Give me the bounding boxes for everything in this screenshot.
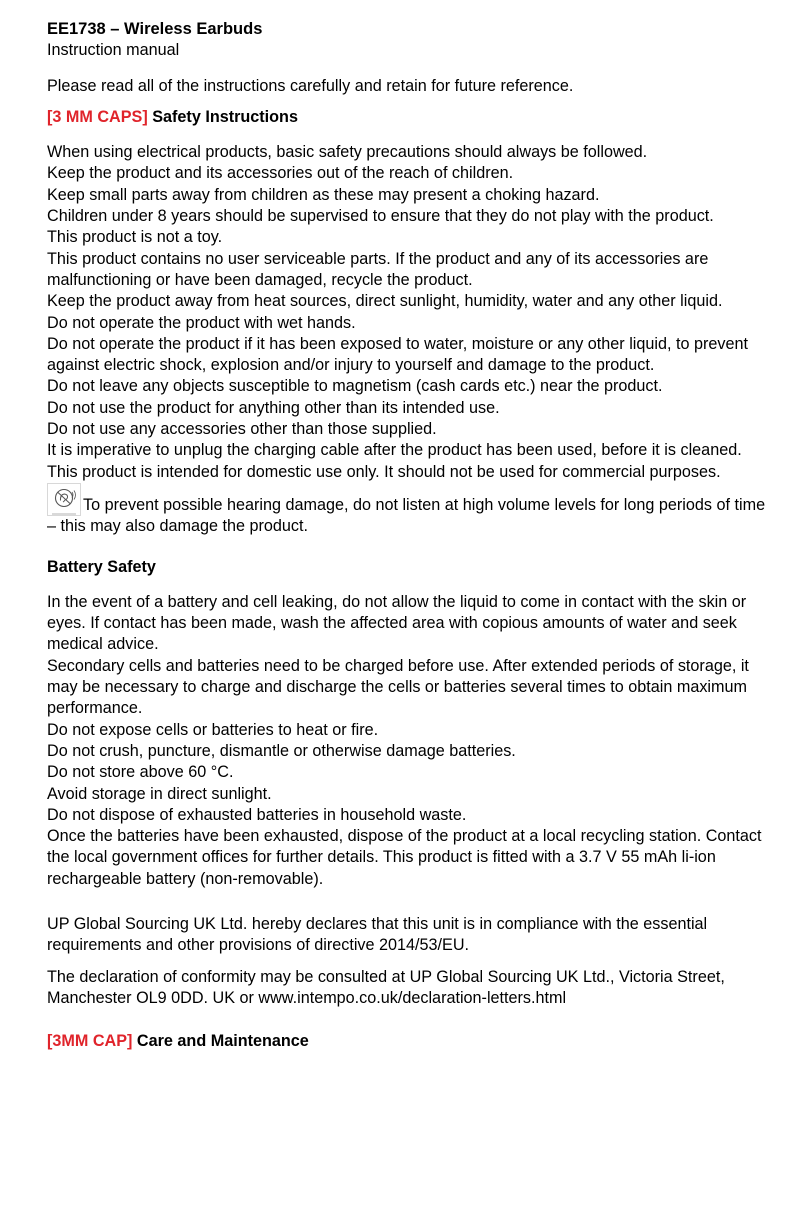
hearing-warning (47, 495, 772, 538)
battery-line: Once the batteries have been exhausted, dispose of the product at a local recycling station. Contact the local government offices for further details. This product is fitted with a 3.7 V 55 mAh li-ion rechargeable battery (non-removable). (47, 827, 762, 888)
battery-line: Do not crush, puncture, dismantle or otherwise damage batteries. (47, 741, 516, 760)
battery-line: Do not dispose of exhausted batteries in household waste. (47, 805, 467, 824)
safety-line: Do not use the product for anything other than its intended use. (47, 398, 500, 417)
spacer (47, 890, 772, 914)
safety-line: Do not operate the product if it has been exposed to water, moisture or any other liquid, to prevent against electric shock, explosion and/or injury to yourself and damage to the product. (47, 334, 748, 375)
battery-line: In the event of a battery and cell leaking, do not allow the liquid to come in contact with the skin or eyes. If contact has been made, wash the affected area with copious amounts of water and seek medical advice. (47, 592, 747, 654)
safety-heading (47, 107, 772, 128)
battery-list (47, 592, 772, 890)
safety-line: It is imperative to unplug the charging cable after the product has been used, before it is cleaned. (47, 441, 742, 460)
safety-line: Do not operate the product with wet hands. (47, 313, 356, 332)
safety-line: Children under 8 years should be supervised to ensure that they do not play with the product. (47, 207, 714, 226)
safety-heading-text: Safety Instructions (147, 107, 298, 126)
hearing-warning-icon (47, 483, 81, 516)
safety-line: This product is not a toy. (47, 228, 223, 247)
compliance-conformity: The declaration of conformity may be consulted at UP Global Sourcing UK Ltd., Victoria Street, Manchester OL9 0DD. UK or www.intempo.co.uk/declaration-letters.html (47, 967, 725, 1007)
battery-heading: Battery Safety (47, 557, 156, 576)
battery-line: Secondary cells and batteries need to be charged before use. After extended periods of storage, it may be necessary to charge and discharge the cells or batteries several times to obtain maximum performance. (47, 656, 749, 718)
safety-line: Keep the product away from heat sources, direct sunlight, humidity, water and any other liquid. (47, 292, 723, 311)
safety-line: Keep the product and its accessories out of the reach of children. (47, 164, 514, 183)
safety-line: Do not use any accessories other than those supplied. (47, 420, 437, 439)
care-heading-text: Care and Maintenance (132, 1032, 309, 1051)
safety-line: When using electrical products, basic safety precautions should always be followed. (47, 143, 648, 162)
safety-line: This product contains no user serviceable parts. If the product and any of its accessories are malfunctioning or have been damaged, recycle the product. (47, 249, 709, 289)
hearing-warning-text: To prevent possible hearing damage, do not listen at high volume levels for long periods of time – this may also damage the product. (47, 495, 766, 536)
safety-heading-tag: [3 MM CAPS] (47, 107, 148, 126)
spacer (47, 957, 772, 967)
care-heading (47, 1031, 772, 1052)
safety-line: Keep small parts away from children as these may present a choking hazard. (47, 185, 600, 204)
spacer (47, 128, 772, 142)
intro-text: Please read all of the instructions carefully and retain for future reference. (47, 76, 574, 95)
safety-line: This product is intended for domestic use only. It should not be used for commercial purposes. (47, 462, 721, 481)
compliance-declaration: UP Global Sourcing UK Ltd. hereby declares that this unit is in compliance with the essential requirements and other provisions of directive 2014/53/EU. (47, 914, 708, 955)
safety-list (47, 142, 772, 483)
battery-line: Avoid storage in direct sunlight. (47, 784, 272, 803)
document-page (47, 19, 772, 1052)
spacer (47, 578, 772, 592)
battery-line: Do not store above 60 °C. (47, 763, 234, 782)
spacer (47, 1009, 772, 1031)
safety-line: Do not leave any objects susceptible to magnetism (cash cards etc.) near the product. (47, 377, 663, 396)
battery-line: Do not expose cells or batteries to heat or fire. (47, 720, 379, 739)
care-heading-tag: [3MM CAP] (47, 1032, 133, 1051)
document-subtitle: Instruction manual (47, 41, 180, 60)
document-title: EE1738 – Wireless Earbuds (47, 20, 263, 38)
spacer (47, 538, 772, 557)
